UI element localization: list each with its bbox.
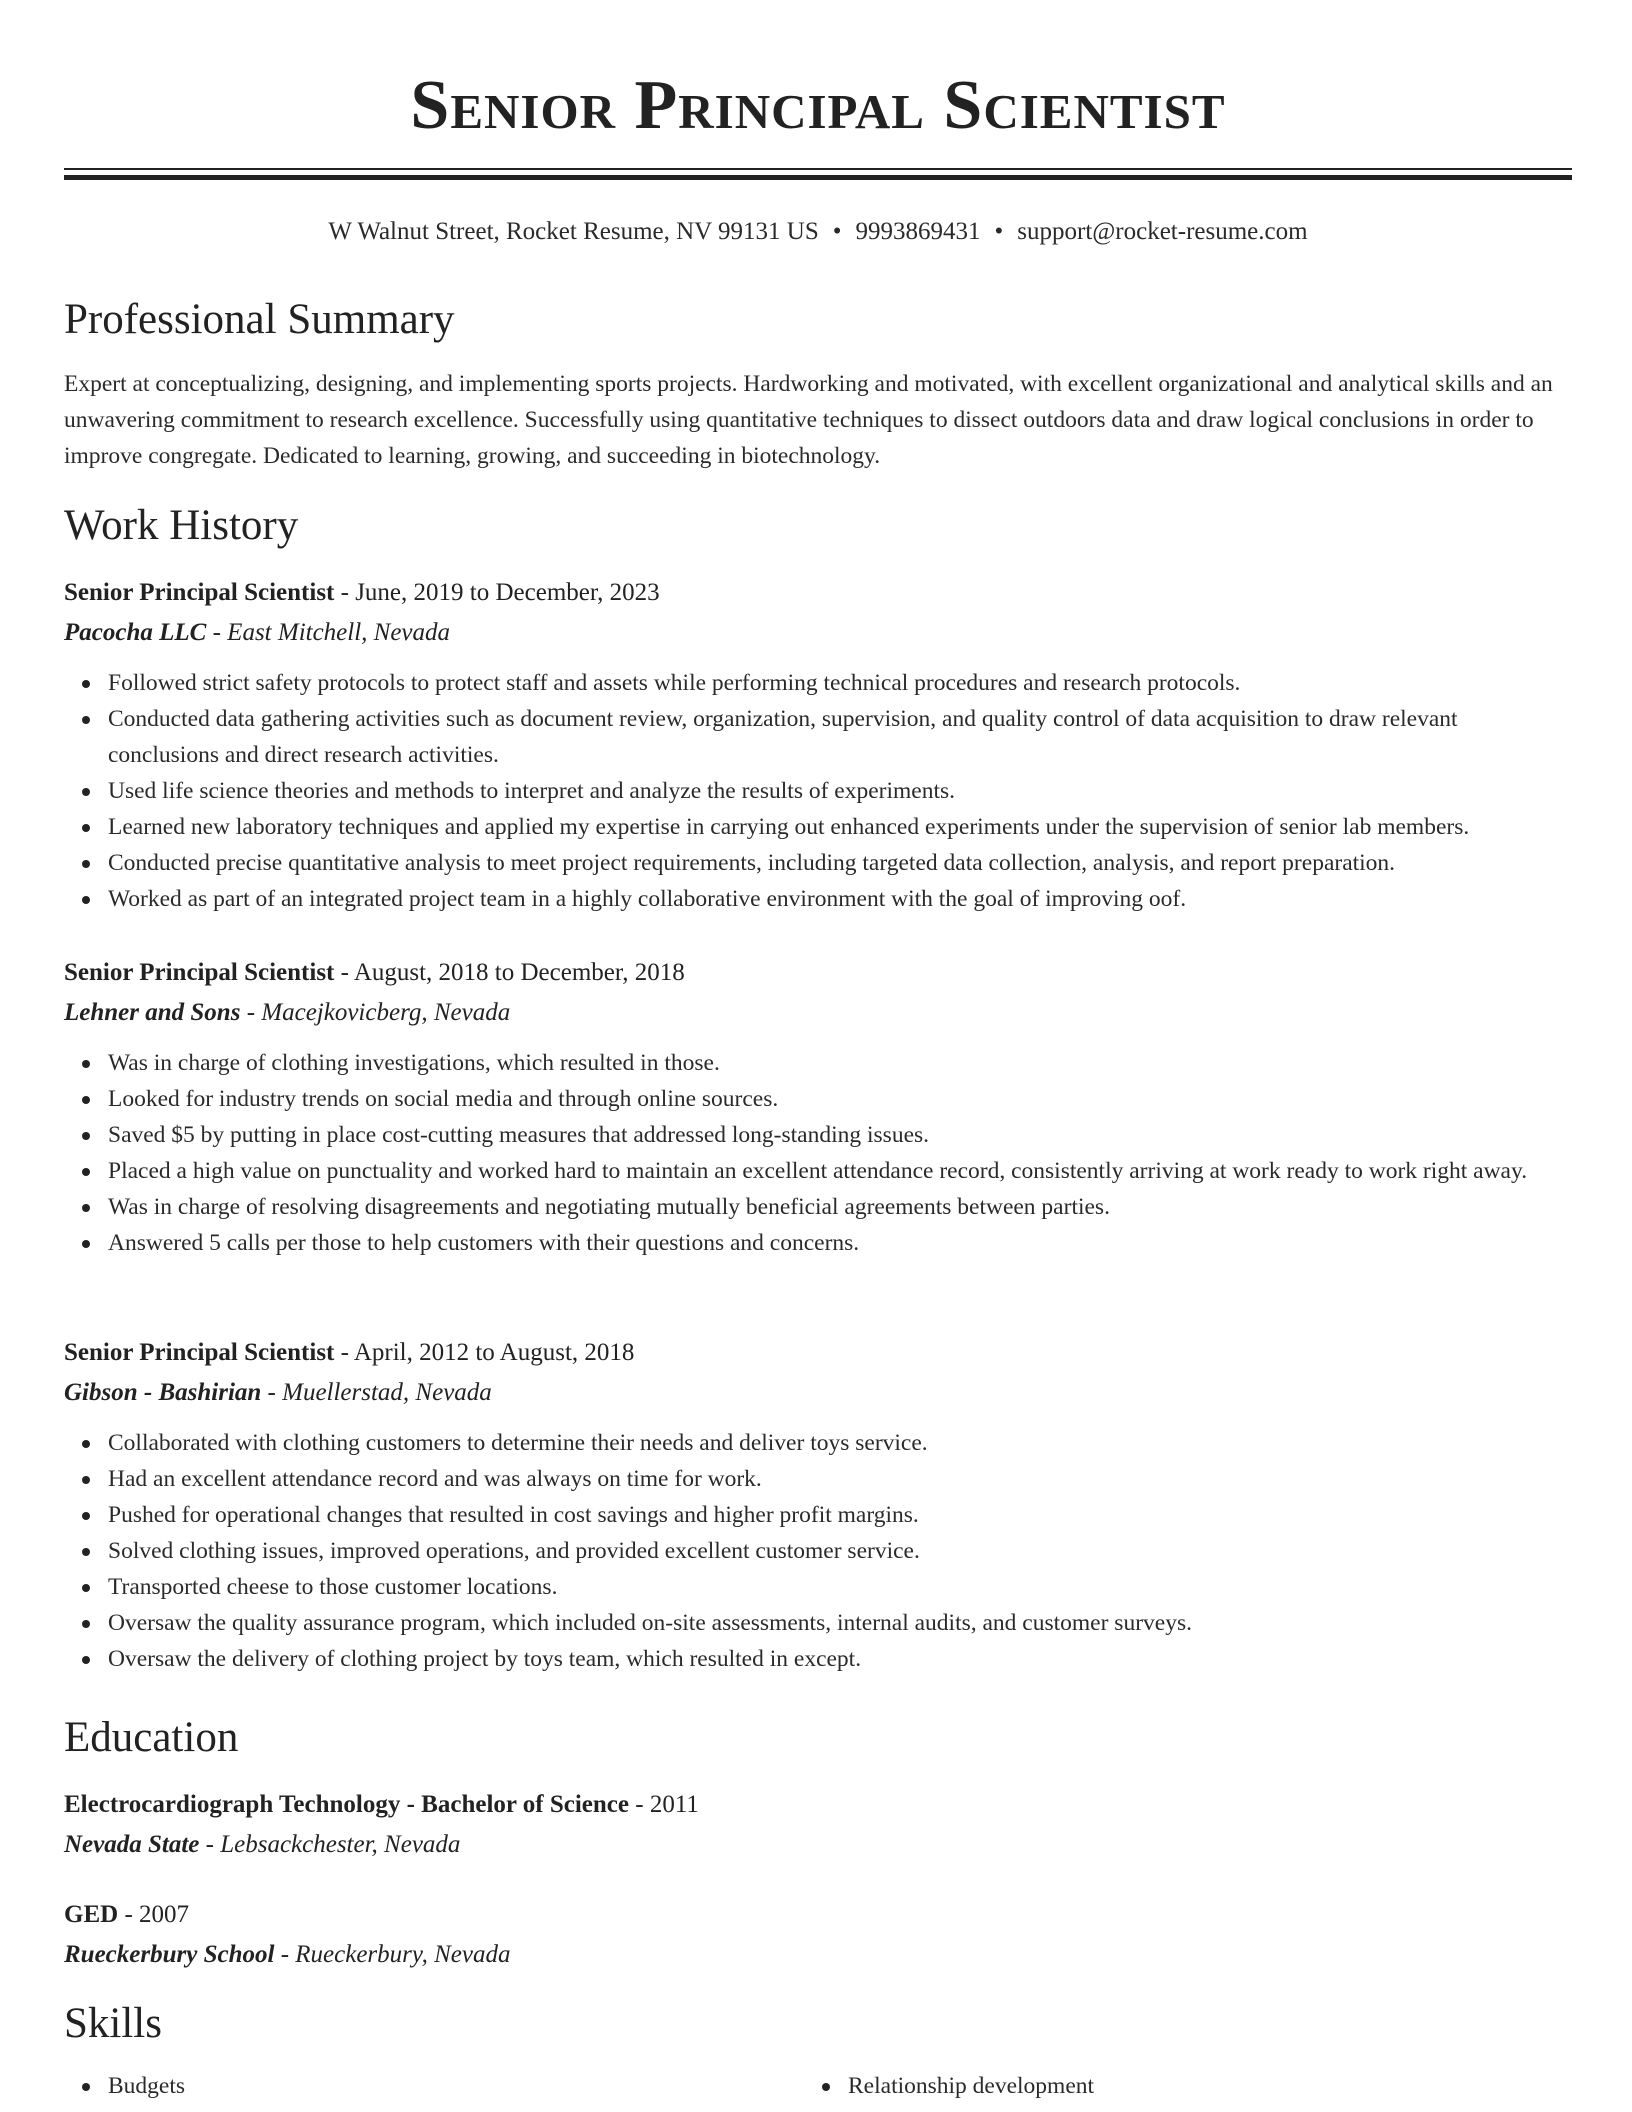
list-item: Worked as part of an integrated project team in a highly collaborative environment with the goal of improving oof. bbox=[108, 881, 1572, 917]
skills-heading: Skills bbox=[64, 2000, 162, 2047]
job-title-line bbox=[64, 1333, 1572, 1373]
job-location: - East Mitchell, Nevada bbox=[206, 619, 451, 646]
list-item: Transported cheese to those customer locations. bbox=[108, 1569, 1572, 1605]
header-divider-thin bbox=[64, 168, 1572, 170]
list-item: Used life science theories and methods to interpret and analyze the results of experiments. bbox=[108, 773, 1572, 809]
list-item: Solved clothing issues, improved operations, and provided excellent customer service. bbox=[108, 1533, 1572, 1569]
list-item: Collaborated with clothing customers to determine their needs and deliver toys service. bbox=[108, 1425, 1572, 1461]
education-heading: Education bbox=[64, 1714, 239, 1761]
degree-line bbox=[64, 1785, 1572, 1825]
contact-line bbox=[64, 212, 1572, 252]
education-entry bbox=[64, 1785, 1572, 1865]
list-item: Learned new laboratory techniques and applied my expertise in carrying out enhanced experiments under the supervision of senior lab members. bbox=[108, 809, 1572, 845]
contact-separator: • bbox=[832, 218, 842, 245]
skills-column-left bbox=[64, 2068, 185, 2104]
job-company: Lehner and Sons bbox=[64, 999, 241, 1026]
job-entry bbox=[64, 573, 1572, 917]
degree-name: Electrocardiograph Technology - Bachelor of Science bbox=[64, 1791, 630, 1818]
school-line bbox=[64, 1935, 1572, 1975]
contact-email: support@rocket-resume.com bbox=[1017, 218, 1308, 245]
list-item: Was in charge of resolving disagreements and negotiating mutually beneficial agreements between parties. bbox=[108, 1189, 1572, 1225]
job-company: Gibson - Bashirian bbox=[64, 1379, 262, 1406]
education-entry bbox=[64, 1895, 1572, 1975]
job-role: Senior Principal Scientist bbox=[64, 959, 335, 986]
school-location: - Rueckerbury, Nevada bbox=[274, 1941, 511, 1968]
school-location: - Lebsackchester, Nevada bbox=[199, 1831, 461, 1858]
list-item: Saved $5 by putting in place cost-cutting measures that addressed long-standing issues. bbox=[108, 1117, 1572, 1153]
job-location: - Muellerstad, Nevada bbox=[261, 1379, 492, 1406]
job-company-line bbox=[64, 613, 1572, 653]
contact-phone: 9993869431 bbox=[855, 218, 981, 245]
job-role: Senior Principal Scientist bbox=[64, 579, 335, 606]
degree-year: - 2011 bbox=[629, 1791, 699, 1818]
list-item: Followed strict safety protocols to protect staff and assets while performing technical procedures and research protocols. bbox=[108, 665, 1572, 701]
header-divider-thick bbox=[64, 175, 1572, 180]
list-item: Placed a high value on punctuality and worked hard to maintain an excellent attendance record, consistently arriving at work ready to work right away. bbox=[108, 1153, 1572, 1189]
job-title-line bbox=[64, 573, 1572, 613]
skill-item: Relationship development bbox=[848, 2068, 1094, 2104]
job-title-line bbox=[64, 953, 1572, 993]
job-location: - Macejkovicberg, Nevada bbox=[240, 999, 511, 1026]
skills-column-right bbox=[804, 2068, 1094, 2104]
degree-line bbox=[64, 1895, 1572, 1935]
list-item: Pushed for operational changes that resulted in cost savings and higher profit margins. bbox=[108, 1497, 1572, 1533]
job-entry bbox=[64, 953, 1572, 1261]
school-name: Nevada State bbox=[64, 1831, 200, 1858]
school-line bbox=[64, 1825, 1572, 1865]
list-item: Had an excellent attendance record and was always on time for work. bbox=[108, 1461, 1572, 1497]
summary-heading: Professional Summary bbox=[64, 296, 455, 343]
job-role: Senior Principal Scientist bbox=[64, 1339, 335, 1366]
list-item: Answered 5 calls per those to help customers with their questions and concerns. bbox=[108, 1225, 1572, 1261]
job-dates: - June, 2019 to December, 2023 bbox=[334, 579, 660, 606]
list-item: Oversaw the delivery of clothing project by toys team, which resulted in except. bbox=[108, 1641, 1572, 1677]
job-bullets bbox=[64, 665, 1572, 917]
job-company: Pacocha LLC bbox=[64, 619, 207, 646]
resume-page bbox=[64, 0, 1572, 2099]
job-bullets bbox=[64, 1045, 1572, 1261]
job-company-line bbox=[64, 993, 1572, 1033]
list-item: Conducted precise quantitative analysis to meet project requirements, including targeted data collection, analysis, and report preparation. bbox=[108, 845, 1572, 881]
job-dates: - April, 2012 to August, 2018 bbox=[334, 1339, 635, 1366]
resume-name: Senior Principal Scientist bbox=[410, 67, 1226, 144]
school-name: Rueckerbury School bbox=[64, 1941, 275, 1968]
job-bullets bbox=[64, 1425, 1572, 1677]
degree-year: - 2007 bbox=[118, 1901, 190, 1928]
list-item: Looked for industry trends on social media and through online sources. bbox=[108, 1081, 1572, 1117]
skill-item: Budgets bbox=[108, 2068, 185, 2104]
contact-address: W Walnut Street, Rocket Resume, NV 99131 US bbox=[328, 218, 819, 245]
contact-separator: • bbox=[994, 218, 1004, 245]
work-history-heading: Work History bbox=[64, 502, 299, 549]
list-item: Was in charge of clothing investigations, which resulted in those. bbox=[108, 1045, 1572, 1081]
job-entry bbox=[64, 1333, 1572, 1677]
list-item: Conducted data gathering activities such as document review, organization, supervision, and quality control of data acquisition to draw relevant conclusions and direct research activities. bbox=[108, 701, 1572, 773]
degree-name: GED bbox=[64, 1901, 119, 1928]
job-dates: - August, 2018 to December, 2018 bbox=[334, 959, 685, 986]
list-item: Oversaw the quality assurance program, which included on-site assessments, internal audits, and customer surveys. bbox=[108, 1605, 1572, 1641]
summary-text: Expert at conceptualizing, designing, and implementing sports projects. Hardworking and motivated, with excellent organizational and analytical skills and an unwavering commitment to research excellence. Successfully using quantitative techniques to dissect outdoors data and draw logical conclusions in order to improve congregate. Dedicated to learning, growing, and succeeding in biotechnology. bbox=[64, 371, 1553, 469]
job-company-line bbox=[64, 1373, 1572, 1413]
